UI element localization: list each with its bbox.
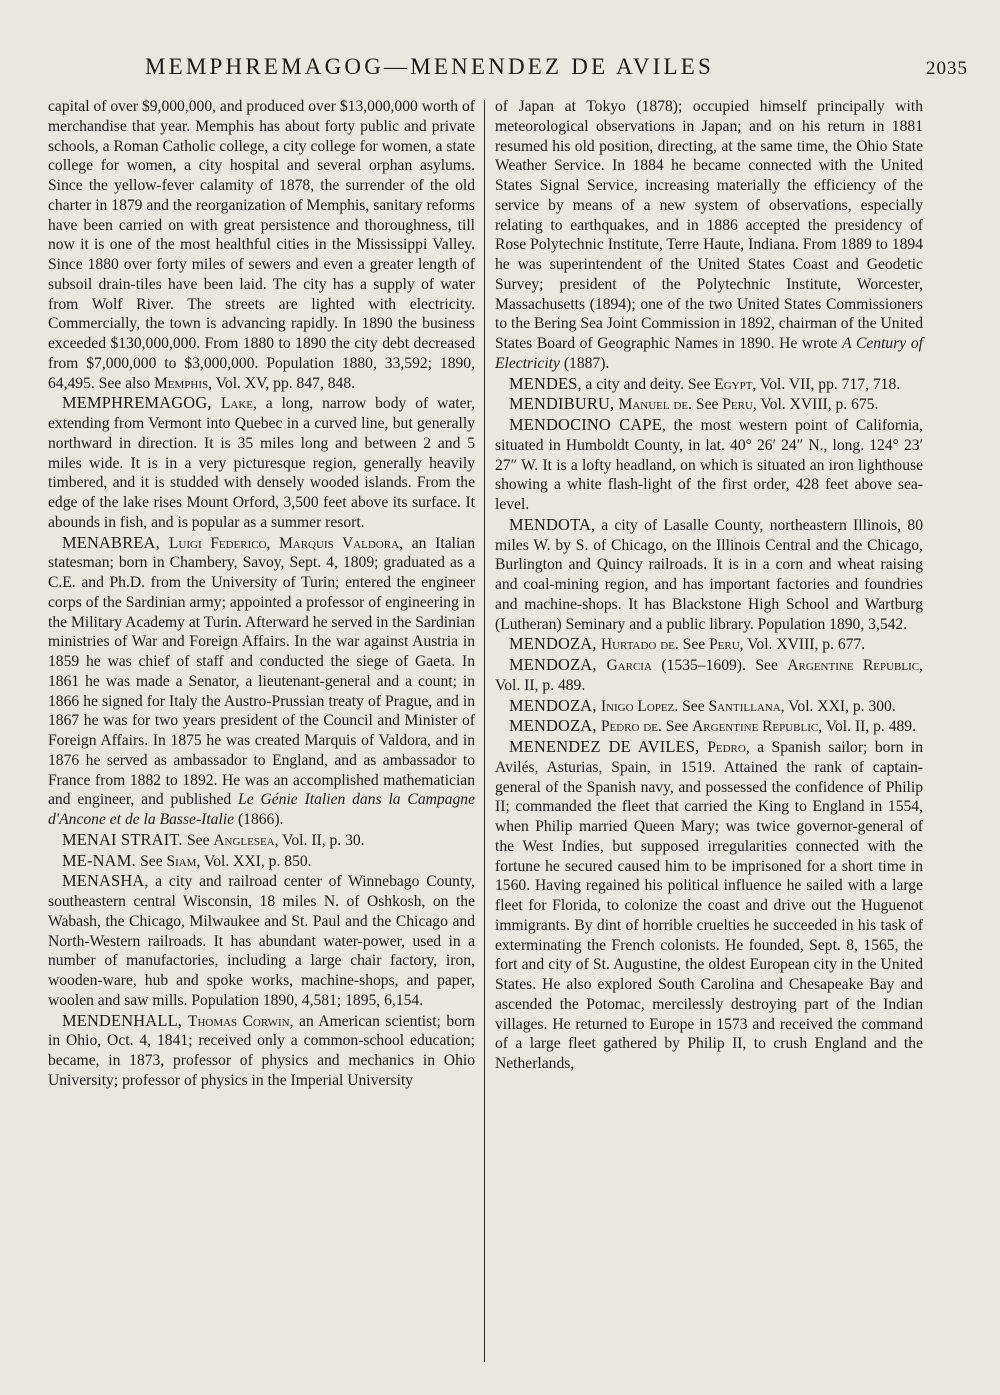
cross-reference: Peru bbox=[709, 636, 740, 654]
entry-menendez-de-aviles bbox=[495, 737, 923, 1074]
entry-me-nam bbox=[48, 851, 475, 872]
entry-text: , a city of Lasalle County, northeastern Illinois, 80 miles W. by S. of Chicago, on the Illinois Central and the Chicago, Burlington and Quincy railroads. It is in a corn and wheat raising and coal-mining region, and has important factories and foundries and machine-shops. It has Blackstone High School and Wartburg (Lutheran) Seminary and a public library. Population 1890, 3,542. bbox=[495, 516, 923, 633]
entry-headword: ME-NAM. bbox=[62, 850, 141, 870]
entry-tail: , Vol. XVIII, p. 677. bbox=[739, 636, 866, 654]
entry-text: of Japan at Tokyo (1878); occupied himself principally with meteorological observations in Japan; and on his return in 1881 resumed his old position, directing, at the same time, the Ohio State Weather Service. In 1884 he became connected with the United States Signal Service, increasing materially the efficiency of the service by means of a new system of observations, especially relating to earthquakes, and in 1886 accepted the presidency of Rose Polytechnic Institute, Terre Haute, Indiana. From 1889 to 1894 he was superintendent of the United States Coast and Geodetic Survey; president of the Polytechnic Institute, Worcester, Massachusetts (1894); one of the two United States Commissioners to the Bering Sea Joint Commission in 1892, chairman of the United States Board of Geographic Names in 1890. He wrote bbox=[495, 98, 923, 352]
entry-headword: MENDIBURU, bbox=[509, 394, 619, 414]
cross-reference: Santillana bbox=[708, 697, 781, 715]
cross-reference: Siam bbox=[166, 852, 197, 870]
entry-menabrea bbox=[48, 533, 475, 830]
entry-headword: MENENDEZ DE AVILES, bbox=[509, 737, 708, 756]
cross-reference: Egypt bbox=[714, 375, 753, 393]
entry-subhead: Inigo Lopez bbox=[600, 697, 675, 715]
entry-text: (1535–1609). See bbox=[651, 657, 788, 674]
entry-memphis-continued bbox=[48, 97, 475, 393]
work-title: A Century of Electricity bbox=[495, 335, 923, 372]
work-title: Le Génie Italien dans la Campagne d'Ancone et de la Basse-Italie bbox=[48, 791, 476, 828]
entry-headword: MENDENHALL, bbox=[62, 1010, 189, 1030]
entry-mendoza-pedro bbox=[495, 716, 923, 737]
entry-tail: , Vol. XXI, p. 300. bbox=[780, 697, 896, 715]
entry-headword: MENDOZA, bbox=[509, 634, 601, 654]
entry-mendoza-hurtado bbox=[495, 634, 923, 655]
cross-reference: Memphis bbox=[154, 374, 209, 392]
cross-reference: Anglesea bbox=[213, 831, 275, 849]
entry-headword: MENDOCINO CAPE bbox=[509, 415, 662, 434]
entry-text: . See bbox=[674, 697, 709, 715]
entry-text: . See bbox=[657, 718, 693, 736]
entry-text: , a city and deity. See bbox=[577, 375, 715, 393]
entry-text: . See bbox=[688, 396, 723, 414]
entry-text: , a city and railroad center of Winnebago County, southeastern central Wisconsin, 18 miles N. of Oshkosh, on the Wabash, the Chicago, Milwaukee and St. Paul and the Chicago and North-Western railroads. It has abundant water-power, used in a number of manufactories, including a large chair factory, iron, wooden-ware, hub and spoke works, machine-shops, and paper, woolen and saw mills. Population 1890, 4,581; 1895, 6,154. bbox=[48, 873, 475, 1009]
entry-text: , an Italian statesman; born in Chambery, Savoy, Sept. 4, 1809; graduated as a C.E. and Ph.D. from the University of Turin; entered the engineer corps of the Sardinian army; appointed a professor of engineering in the Military Academy at Turin. Afterward he served in the Sardinian ministries of War and Foreign Affairs. In the war against Austria in 1859 he was chief of staff and conducted the siege of Gaeta. In 1861 he was made a Senator, a lieutenant-general and a count; in 1866 he signed for Italy the Austro-Prussian treaty of Prague, and in 1867 he was for two years president of the Council and Minister of Foreign Affairs. In 1875 he was created Marquis of Valdora, and in 1876 he served as ambassador to England, and as ambassador to France from 1882 to 1892. He was an accomplished mathematician and engineer, and published bbox=[48, 534, 476, 809]
page-number: 2035 bbox=[926, 58, 968, 79]
entry-subhead: Garcia bbox=[606, 657, 652, 674]
entry-text: , a Spanish sailor; born in Avilés, Asturias, Spain, in 1519. Attained the rank of captain-general of the Spanish navy, and possessed the confidence of Philip II; commanded the fleet that carried the King to England in 1554, when Philip married Queen Mary; was twice governor-general of the West Indies, but supposed irregularities connected with the fortune he secured caused him to be imprisoned for a short time in 1560. Having regained his political influence he sailed with a large fleet for Florida, to colonize the coast and drive out the Huguenot immigrants. By dint of horrible cruelties he succeeded in his task of exterminating the French colonists. He founded, Sept. 8, 1565, the fort and city of St. Augustine, the oldest European city in the United States. He also explored South Carolina and Chesapeake Bay and ascended the Potomac, mercilessly destroying part of the Indian villages. He returned to Europe in 1573 and received the command of a large fleet gathered by Philip II, to crush England and the Netherlands, bbox=[495, 739, 924, 1072]
entry-mendoza-inigo bbox=[495, 696, 923, 717]
entry-text: . See bbox=[674, 636, 710, 654]
entry-mendenhall bbox=[48, 1011, 475, 1091]
entry-mendota bbox=[495, 515, 923, 635]
entry-subhead: Hurtado de bbox=[600, 636, 675, 654]
entry-text: See bbox=[140, 852, 167, 870]
entry-headword: MEMPHREMAGOG, bbox=[62, 393, 221, 413]
entry-menasha bbox=[48, 871, 475, 1010]
entry-text: capital of over $9,000,000, and produced over $13,000,000 worth of merchandise that year. Memphis has about forty public and private schools, a Roman Catholic college, a city college for women, a state college for women, a city hospital and several orphan asylums. Since the yellow-fever calamity of 1878, the surrender of the old charter in 1879 and the reorganization of Memphis, sanitary reforms have been carried on with great persistence and thoroughness, till now it is one of the most healthful cities in the Mississippi Valley. Since 1880 over forty miles of sewers and even a greater length of subsoil drain-tiles have been laid. The city has a supply of water from Wolf River. The streets are lighted with electricity. Commercially, the town is advancing rapidly. In 1890 the business exceeded $130,000,000. From 1880 to 1890 the city debt decreased from $7,000,000 to $3,000,000. Population 1880, 33,592; 1890, 64,495. See also bbox=[48, 98, 475, 392]
entry-text: , an American scientist; born in Ohio, Oct. 4, 1841; received only a common-school education; became, in 1873, professor of physics and mechanics in Ohio University; professor of physics in the Imperial University bbox=[48, 1012, 475, 1089]
cross-reference: Argentine Republic bbox=[787, 657, 920, 674]
right-column bbox=[495, 97, 923, 1074]
entry-tail: , Vol. II, p. 489. bbox=[495, 657, 923, 694]
entry-subhead: Lake bbox=[220, 395, 253, 413]
entry-headword: MENDOZA, bbox=[509, 716, 601, 736]
entry-headword: MENDOZA, bbox=[509, 655, 607, 674]
entry-tail: , Vol. II, p. 489. bbox=[818, 718, 917, 736]
entry-tail: (1887). bbox=[559, 354, 610, 372]
entry-headword: MENDOTA bbox=[509, 514, 592, 534]
entry-mendoza-garcia bbox=[495, 655, 923, 696]
entry-mendes bbox=[495, 374, 923, 395]
entry-subhead: Pedro de bbox=[600, 718, 658, 736]
entry-subhead: Pedro bbox=[707, 739, 746, 756]
entry-text: , a long, narrow body of water, extending from Vermont into Quebec in a curved line, but generally northward in direction. It is 35 miles long and between 2 and 5 miles wide. It is in a very picturesque region, generally heavily timbered, and it is studded with densely wooded islands. From the edge of the lake rises Mount Orford, 3,500 feet above its surface. It abounds in fish, and is popular as a summer resort. bbox=[48, 395, 475, 531]
entry-menai-strait bbox=[48, 830, 475, 851]
entry-headword: MENDES bbox=[509, 373, 578, 393]
entry-headword: MENASHA bbox=[62, 871, 145, 891]
entry-mendiburu bbox=[495, 394, 923, 415]
entry-text: See bbox=[186, 831, 214, 849]
entry-tail: , Vol. VII, pp. 717, 718. bbox=[752, 375, 901, 393]
entry-subhead: Luigi Federico, Marquis Valdora bbox=[169, 534, 400, 552]
entry-tail: , Vol. XVIII, p. 675. bbox=[752, 396, 879, 414]
entry-mendenhall-continued bbox=[495, 97, 923, 374]
entry-mendocino-cape bbox=[495, 415, 923, 515]
entry-headword: MENABREA, bbox=[62, 532, 170, 552]
entry-headword: MENDOZA, bbox=[509, 695, 601, 715]
left-column bbox=[48, 97, 475, 1091]
entry-subhead: Manuel de bbox=[618, 396, 689, 414]
entry-memphremagog bbox=[48, 393, 475, 532]
entry-headword: MENAI STRAIT. bbox=[62, 829, 187, 849]
entry-tail: , Vol. XXI, p. 850. bbox=[196, 852, 312, 870]
entry-tail: , Vol. XV, pp. 847, 848. bbox=[208, 374, 356, 392]
entry-tail: (1866). bbox=[234, 811, 284, 828]
running-header bbox=[0, 54, 1000, 90]
running-head-title: MEMPHREMAGOG—MENENDEZ DE AVILES bbox=[145, 54, 715, 79]
column-rule bbox=[484, 100, 485, 1362]
cross-reference: Argentine Republic bbox=[692, 718, 819, 736]
entry-subhead: Thomas Corwin bbox=[188, 1012, 290, 1030]
entry-text: , the most western point of California, situated in Humboldt County, in lat. 40° 26′ 24″ N., long. 124° 23′ 27″ W. It is a lofty headland, on which is situated an iron lighthouse showing a white flash-light of the first order, 428 feet above sea-level. bbox=[495, 417, 923, 513]
entry-tail: , Vol. II, p. 30. bbox=[274, 831, 365, 849]
cross-reference: Peru bbox=[722, 396, 753, 414]
